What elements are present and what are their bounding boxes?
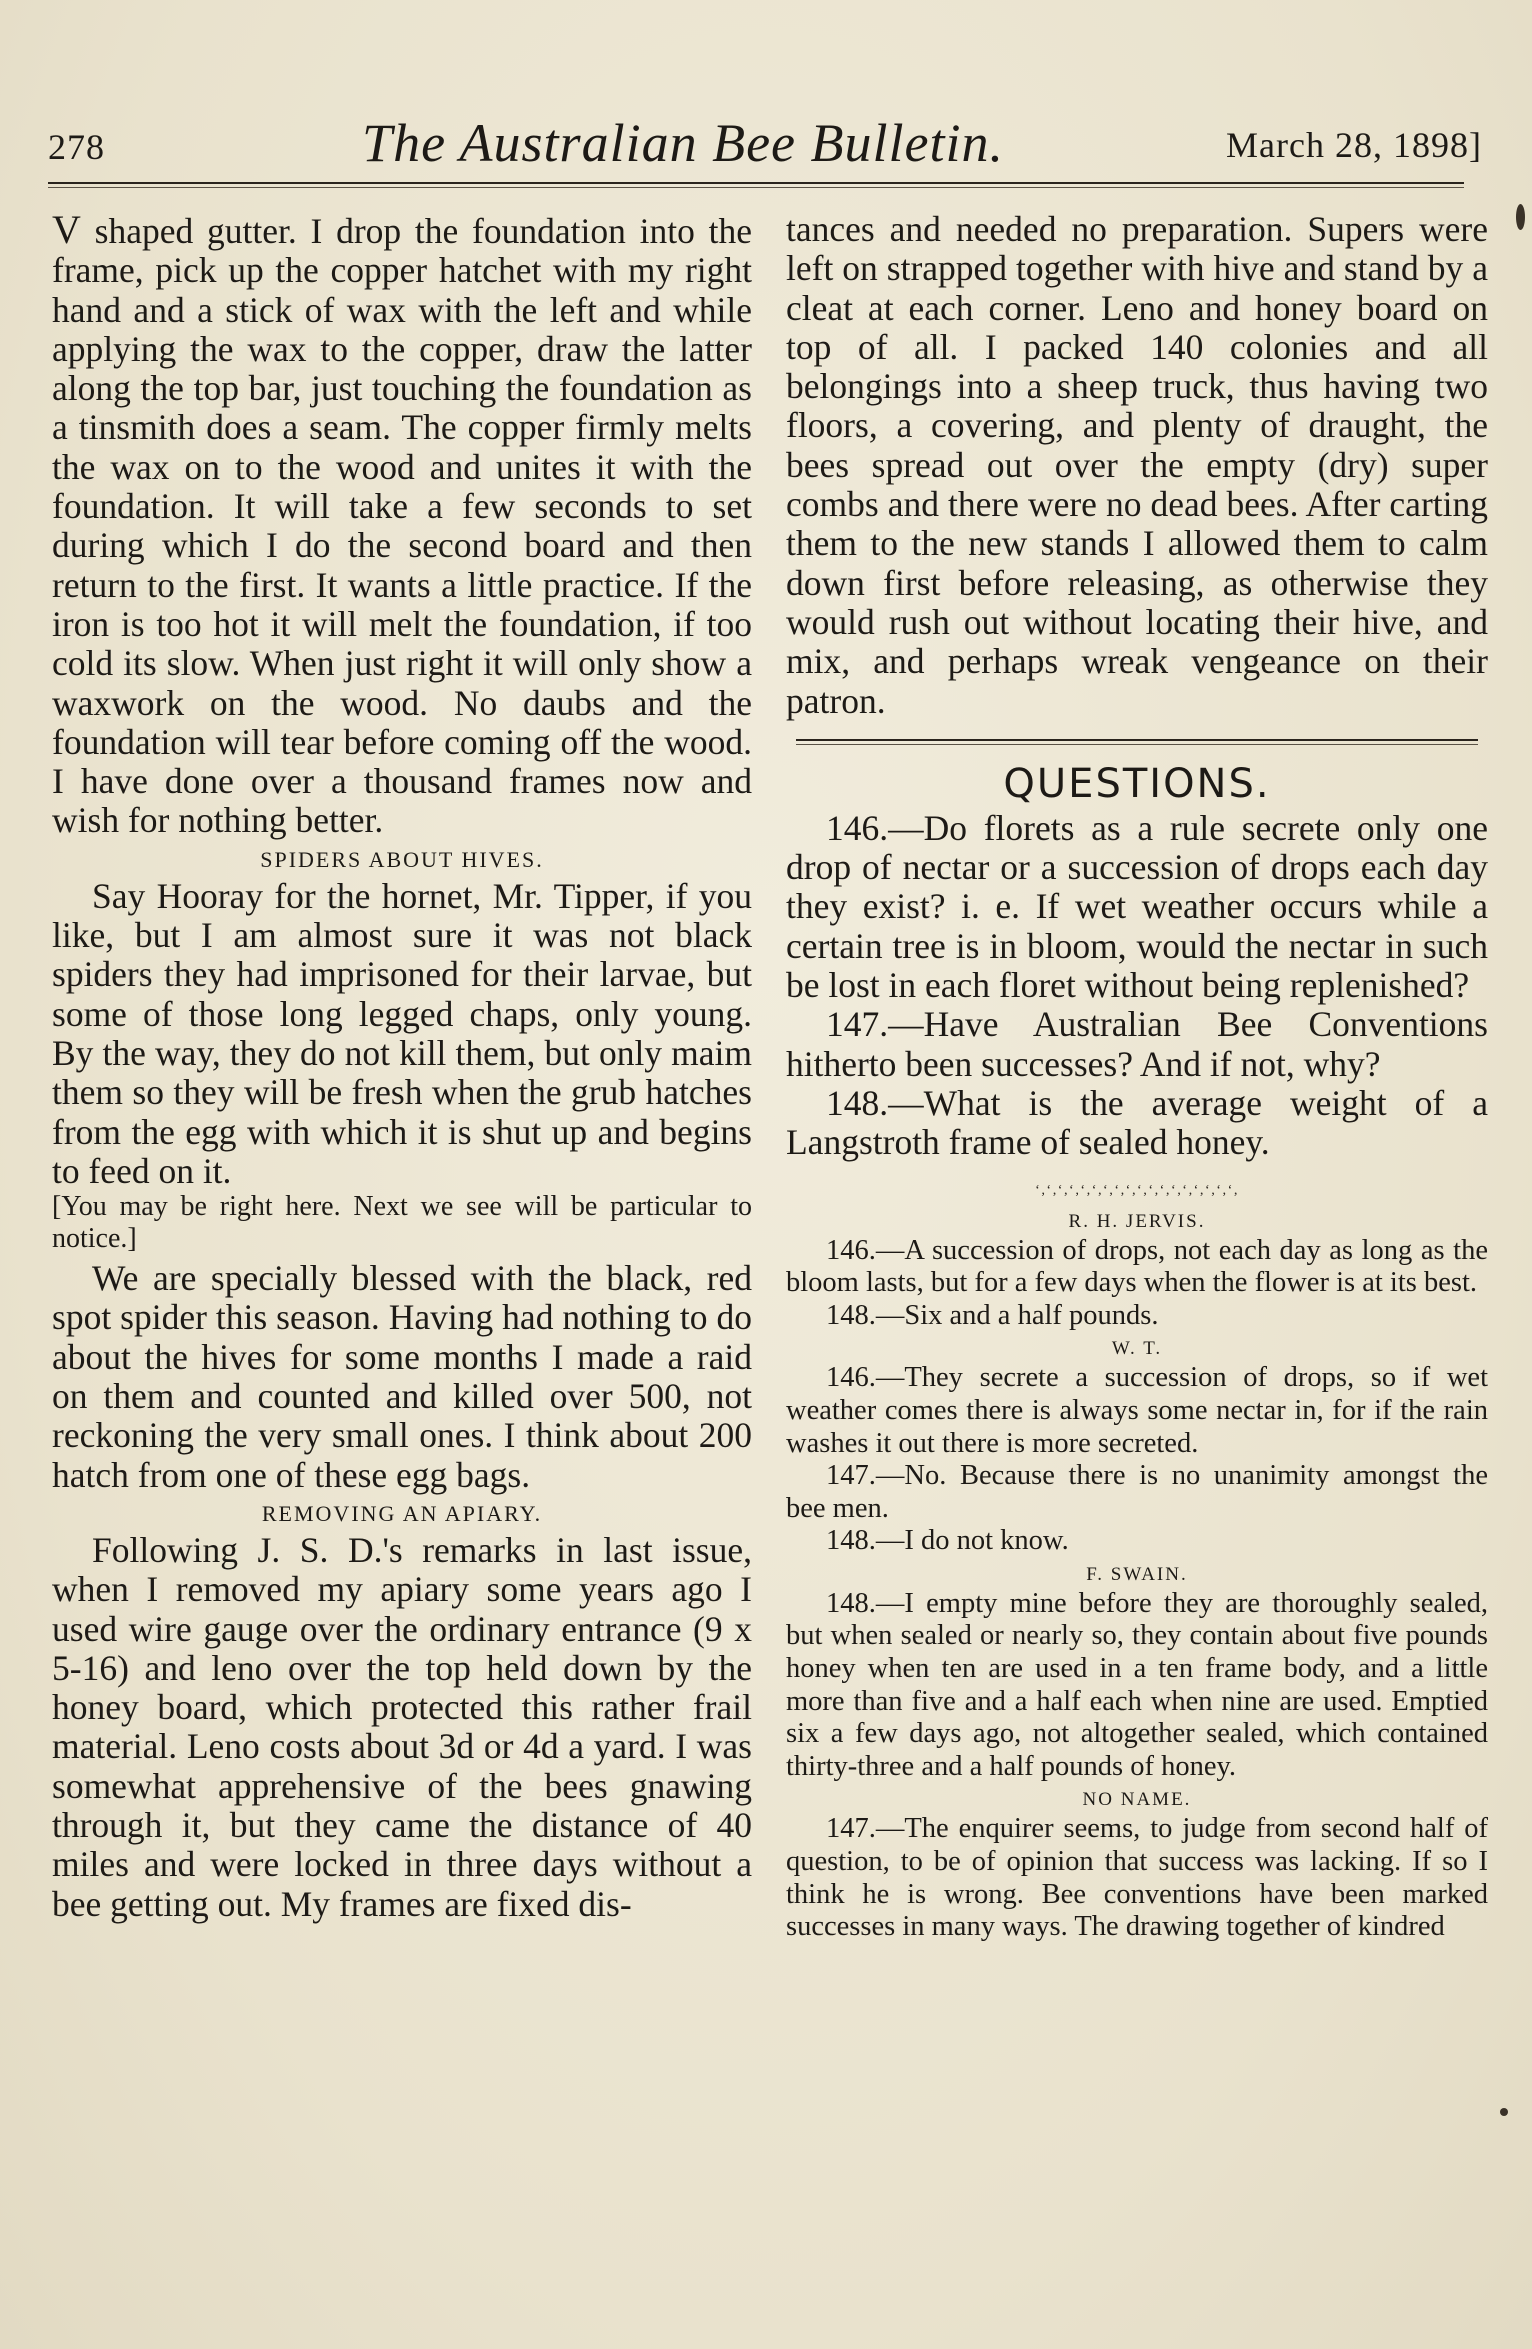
- ink-spot: [1516, 204, 1525, 230]
- answer-item: 148.—I empty mine before they are thoroughly sealed, but when sealed or nearly so, they contain about five pounds honey when ten are used in a ten frame body, and a little more than five and a half each when nine are used. Emptied six a few days ago, not altogether sealed, which contained thirty-three and a half pounds of honey.: [786, 1587, 1488, 1782]
- answer-item: 147.—The enquirer seems, to judge from second half of question, to be of opinion that success was lacking. If so I think he is wrong. Bee conventions have been marked successes in many ways. The drawing together of kindred: [786, 1813, 1488, 1943]
- subheading-spiders: SPIDERS ABOUT HIVES.: [260, 846, 544, 872]
- ink-spot: [1500, 2108, 1508, 2116]
- issue-date: March 28, 1898]: [1226, 125, 1482, 165]
- answer-item: 146.—They secrete a succession of drops, so if wet weather comes there is always some nectar in, for if the rain washes it out there is more secreted.: [786, 1362, 1488, 1459]
- section-rule: [796, 739, 1478, 745]
- left-column: [52, 207, 752, 1924]
- paragraph-text: shaped gutter. I drop the foundation into the frame, pick up the copper hatchet with my right hand and a stick of wax with the left and while applying the wax to the copper, draw the latter along the top bar, just touching the foundation as a tinsmith does a seam. The copper firmly melts the wax on to the wood and unites it with the foundation. It will take a few seconds to set during which I do the second board and then return to the first. It wants a little practice. If the iron is too hot it will melt the foundation, if too cold its slow. When just right it will only show a waxwork on the wood. No daubs and the foundation will tear before coming off the wood. I have done over a thousand frames now and wish for nothing better.: [52, 211, 752, 841]
- subheading-removing: REMOVING AN APIARY.: [261, 1500, 543, 1526]
- article-paragraph: Following J. S. D.'s remarks in last issue, when I removed my apiary some years ago I used wire gauge over the ordinary entrance (9 x 5-16) and leno over the top held down by the honey board, which protected this rather frail material. Leno costs about 3d or 4d a yard. I was somewhat apprehensive of the bees gnawing through it, but they came the distance of 40 miles and were locked in three days without a bee getting out. My frames are fixed dis-: [52, 1529, 752, 1924]
- header-rule-thin: [48, 187, 1464, 188]
- article-paragraph: tances and needed no preparation. Supers were left on strapped together with hive and stand by a cleat at each corner. Leno and honey board on top of all. I packed 140 colonies and all belongings into a sheep truck, thus having two floors, a covering, and plenty of draught, the bees spread out over the empty (dry) super combs and there were no dead bees. After carting them to the new stands I allowed them to calm down first before releasing, as otherwise they would rush out without locating their hive, and mix, and perhaps wreak vengeance on their patron.: [786, 209, 1488, 721]
- answer-author: R. H. JERVIS.: [1068, 1210, 1206, 1232]
- question-148: 148.—What is the average weight of a Langstroth frame of sealed honey.: [786, 1082, 1488, 1163]
- question-146: 146.—Do florets as a rule secrete only one drop of nectar or a succession of drops each day they exist? i. e. If wet weather occurs while a certain tree is in bloom, would the nectar in such be lost in each floret without being replenished?: [786, 807, 1488, 1006]
- right-column: [786, 210, 1488, 1944]
- lead-letter: V: [52, 207, 81, 252]
- ornament-divider: ‘‚‘‚‘‚‘‚‘‚‘‚‘‚‘‚‘‚‘‚‘‚‘‚‘‚‘‚‘‚‘‚‘‚‘‚: [1035, 1182, 1239, 1198]
- journal-title: The Australian Bee Bulletin.: [362, 113, 1004, 173]
- question-147: 147.—Have Australian Bee Conventions hitherto been successes? And if not, why?: [786, 1004, 1488, 1084]
- questions-heading: QUESTIONS.: [1003, 760, 1271, 807]
- answer-author: W. T.: [1111, 1338, 1163, 1360]
- answer-author: NO NAME.: [1082, 1789, 1192, 1811]
- editor-note: [You may be right here. Next we see will be particular to notice.]: [52, 1191, 752, 1255]
- answer-item: 148.—I do not know.: [826, 1525, 1069, 1557]
- answer-item: 148.—Six and a half pounds.: [826, 1299, 1159, 1331]
- answer-item: 147.—No. Because there is no unanimity amongst the bee men.: [786, 1460, 1488, 1524]
- article-paragraph: [52, 207, 752, 841]
- answer-item: 146.—A succession of drops, not each day as long as the bloom lasts, but for a few days when the flower is at its best.: [786, 1234, 1488, 1299]
- header-rule: [48, 182, 1464, 184]
- article-paragraph: Say Hooray for the hornet, Mr. Tipper, if you like, but I am almost sure it was not black spiders they had imprisoned for their larvae, but some of those long legged chaps, only young. By the way, they do not kill them, but only maim them so they will be fresh when the grub hatches from the egg with which it is shut up and begins to feed on it.: [52, 875, 752, 1191]
- article-paragraph: We are specially blessed with the black, red spot spider this season. Having had nothing to do about the hives for some months I made a raid on them and counted and killed over 500, not reckoning the very small ones. I think about 200 hatch from one of these egg bags.: [52, 1258, 752, 1495]
- answers-section: [786, 1209, 1488, 1944]
- page-number: 278: [48, 127, 105, 167]
- answer-author: F. SWAIN.: [1086, 1563, 1188, 1585]
- page-header: [48, 112, 1482, 182]
